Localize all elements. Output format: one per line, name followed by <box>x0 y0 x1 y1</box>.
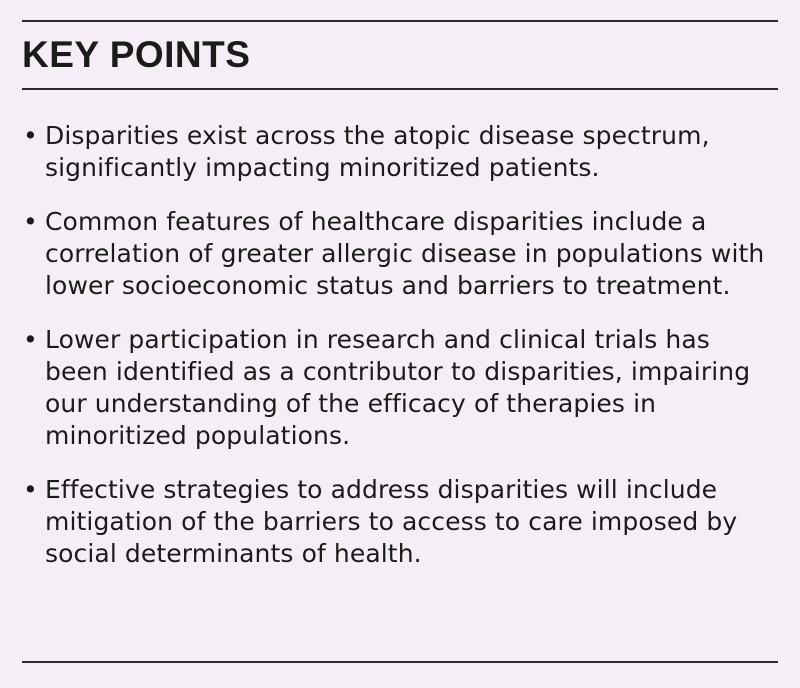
key-point-text: Lower participation in research and clinical trials has been identified as a contributor to disparities, impairing our understanding of the efficacy of therapies in minoritized populations. <box>45 325 751 450</box>
bullet-icon: • <box>23 325 38 354</box>
key-point-item <box>22 324 778 452</box>
bullet-icon: • <box>23 475 38 504</box>
key-point-text: Effective strategies to address disparities will include mitigation of the barriers to access to care imposed by social determinants of health. <box>45 475 738 568</box>
bottom-rule <box>22 661 778 663</box>
key-point-text: Disparities exist across the atopic disease spectrum, significantly impacting minoritized patients. <box>45 121 710 182</box>
heading-rule <box>22 88 778 90</box>
key-points-list <box>22 120 778 592</box>
top-rule <box>22 20 778 22</box>
key-point-item <box>22 206 778 302</box>
key-point-item <box>22 120 778 184</box>
bullet-icon: • <box>23 207 38 236</box>
key-points-heading: KEY POINTS <box>22 34 251 75</box>
key-point-text: Common features of healthcare disparities include a correlation of greater allergic disease in populations with lower socioeconomic status and barriers to treatment. <box>45 207 765 300</box>
bullet-icon: • <box>23 121 38 150</box>
key-points-box <box>22 20 778 663</box>
key-point-item <box>22 474 778 570</box>
